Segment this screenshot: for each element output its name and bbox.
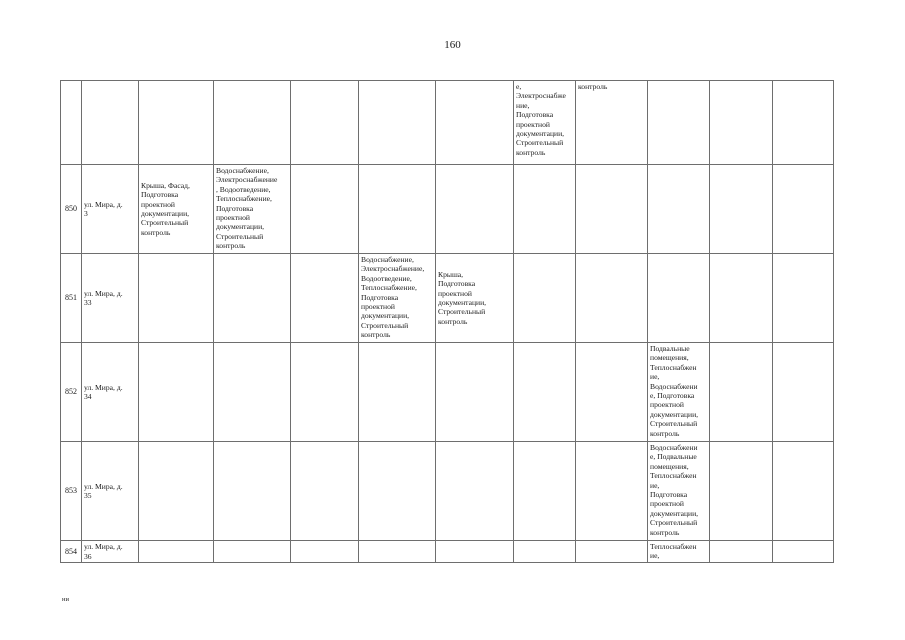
works-cell: Водоснабжение, Электроснабжение , Водоотведение, Теплоснабжение, Подготовка проектной документации, Строительный контроль — [214, 165, 291, 254]
address-cell: ул. Мира, д. 3 — [82, 165, 139, 254]
works-cell: контроль — [576, 81, 648, 165]
works-cell: Крыша, Подготовка проектной документации, Строительный контроль — [436, 254, 514, 343]
capital-repair-table — [60, 80, 834, 563]
address-cell: ул. Мира, д. 34 — [82, 343, 139, 442]
table-row — [61, 165, 834, 254]
works-cell: Водоснабжение, Электроснабжение, Водоотведение, Теплоснабжение, Подготовка проектной документации, Строительный контроль — [359, 254, 436, 343]
table-row — [61, 442, 834, 541]
table-row — [61, 541, 834, 563]
works-cell: Водоснабжени е, Подвальные помещения, Теплоснабжен ие, Подготовка проектной документации, Строительный контроль — [648, 442, 710, 541]
table-row — [61, 343, 834, 442]
footer-mark: ни — [62, 596, 69, 603]
page-number: 160 — [444, 39, 461, 51]
row-number: 853 — [61, 442, 82, 541]
address-cell: ул. Мира, д. 36 — [82, 541, 139, 563]
table-row — [61, 254, 834, 343]
address-cell: ул. Мира, д. 33 — [82, 254, 139, 343]
row-number: 851 — [61, 254, 82, 343]
row-number: 854 — [61, 541, 82, 563]
row-number: 850 — [61, 165, 82, 254]
works-cell: Подвальные помещения, Теплоснабжен ие, Водоснабжени е, Подготовка проектной документации, Строительный контроль — [648, 343, 710, 442]
works-cell: е, Электроснабже ние, Подготовка проектной документации, Строительный контроль — [514, 81, 576, 165]
works-cell: Крыша, Фасад, Подготовка проектной документации, Строительный контроль — [139, 165, 214, 254]
address-cell: ул. Мира, д. 35 — [82, 442, 139, 541]
works-cell: Теплоснабжен ие, — [648, 541, 710, 563]
table-row — [61, 81, 834, 165]
row-number: 852 — [61, 343, 82, 442]
